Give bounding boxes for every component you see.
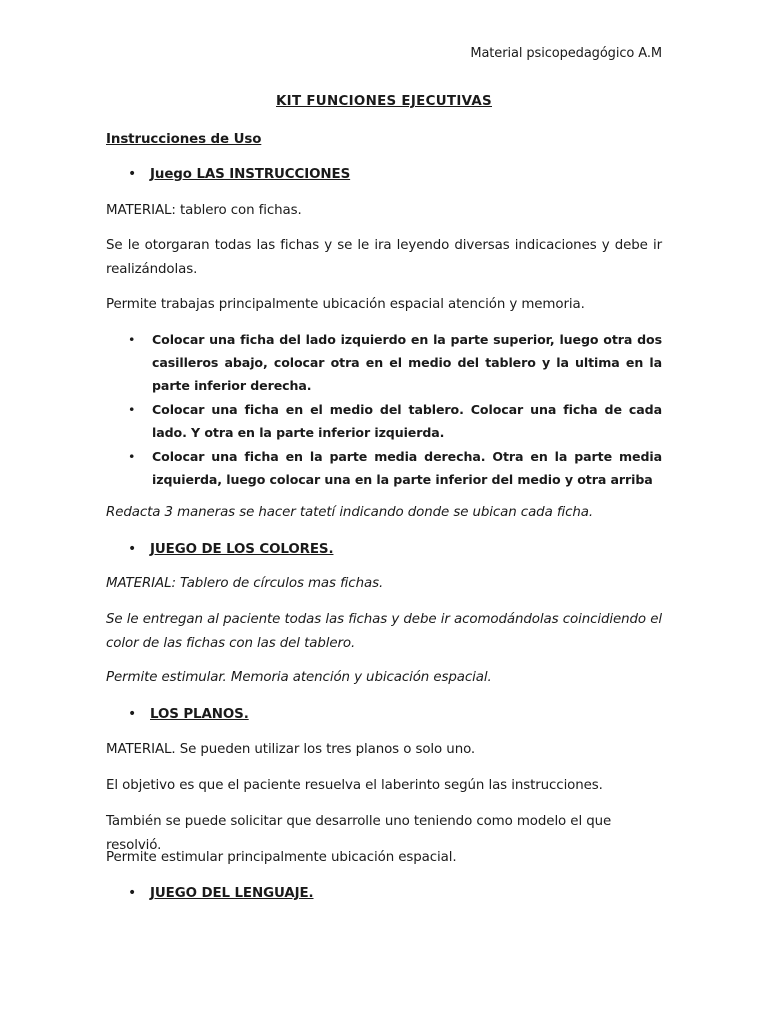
section2-heading: JUEGO DE LOS COLORES. [150,542,334,557]
instructions-heading: Instrucciones de Uso [106,132,262,147]
section2-para1: Se le entregan al paciente todas las fichas y debe ir acomodándolas coincidiendo el color de las fichas con las del tablero. [106,612,662,651]
section1-note: Redacta 3 maneras se hacer tatetí indicando donde se ubican cada ficha. [106,505,593,520]
section4-bullet [128,882,662,905]
bullet-icon: • [128,706,137,722]
list-item: • Colocar una ficha en la parte media derecha. Otra en la parte media izquierda, luego colocar una en la parte inferior del medio y otra arriba [128,445,662,491]
section3-para3: Permite estimular principalmente ubicación espacial. [106,850,457,865]
section1-bullet [128,163,662,186]
bullet-icon: • [128,402,136,417]
bullet-icon: • [128,885,137,901]
list-item: • Colocar una ficha del lado izquierdo en la parte superior, luego otra dos casilleros abajo, colocar otra en el medio del tablero y la ultima en la parte inferior derecha. [128,328,662,397]
bullet-icon: • [128,541,137,557]
section1-list [128,328,662,492]
section4-heading: JUEGO DEL LENGUAJE. [150,886,314,901]
section3-material: MATERIAL. Se pueden utilizar los tres planos o solo uno. [106,742,476,757]
document-title: KIT FUNCIONES EJECUTIVAS [276,94,492,109]
bullet-icon: • [128,332,136,347]
section3-para2: También se puede solicitar que desarrolle uno teniendo como modelo el que resolvió. [106,814,612,853]
section3-heading: LOS PLANOS. [150,707,249,722]
section1-material: MATERIAL: tablero con fichas. [106,203,302,218]
page-header: Material psicopedagógico A.M [470,46,662,61]
bullet-icon: • [128,449,136,464]
section3-bullet [128,703,662,726]
section3-para1: El objetivo es que el paciente resuelva el laberinto según las instrucciones. [106,778,603,793]
section1-para2: Permite trabajas principalmente ubicación espacial atención y memoria. [106,297,585,312]
section2-bullet [128,538,662,561]
section2-material: MATERIAL: Tablero de círculos mas fichas. [106,576,384,591]
section2-para2: Permite estimular. Memoria atención y ubicación espacial. [106,670,492,685]
bullet-icon: • [128,166,137,182]
list-item: • Colocar una ficha en el medio del tablero. Colocar una ficha de cada lado. Y otra en la parte inferior izquierda. [128,398,662,444]
section1-para1: Se le otorgaran todas las fichas y se le ira leyendo diversas indicaciones y debe ir realizándolas. [106,238,662,277]
section1-heading: Juego LAS INSTRUCCIONES [150,167,351,182]
